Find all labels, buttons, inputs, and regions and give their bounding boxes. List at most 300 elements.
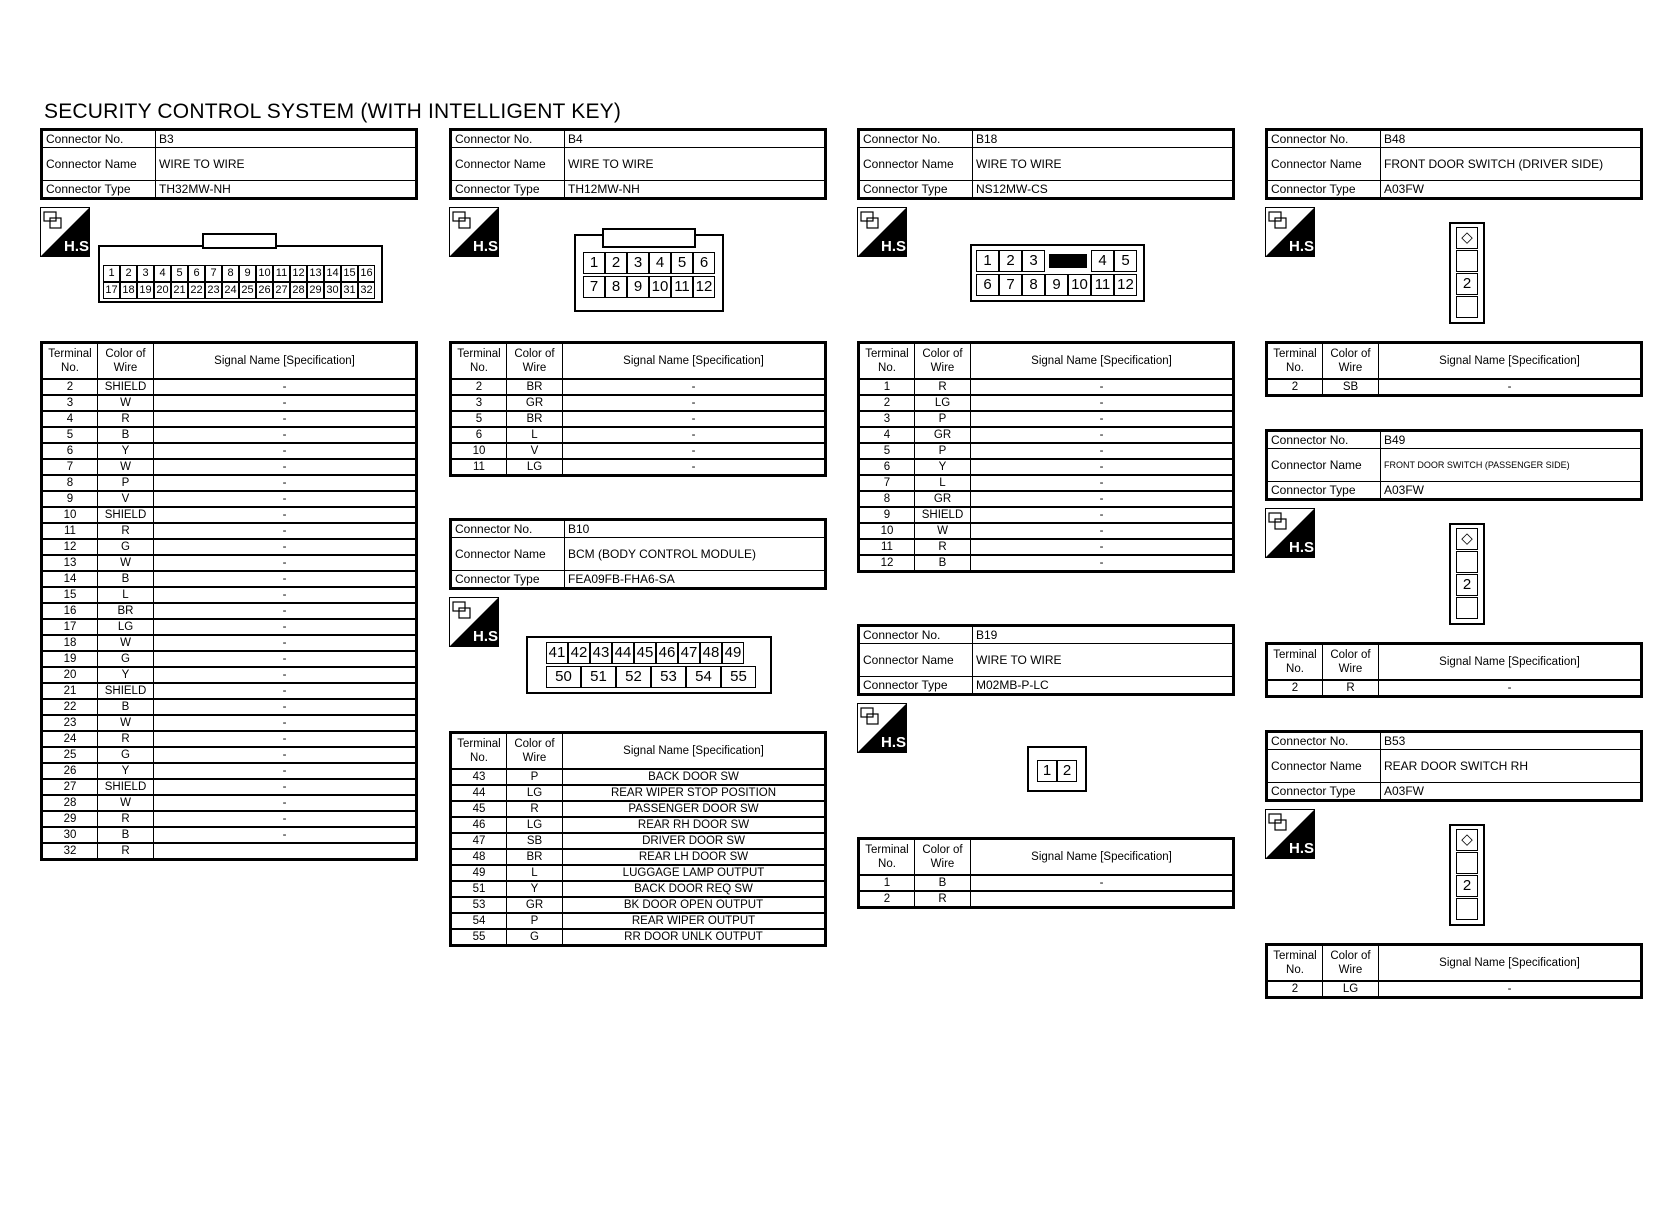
wire-color-cell: R bbox=[507, 801, 563, 817]
wire-color-cell: SHIELD bbox=[98, 779, 154, 795]
terminal-no-cell: 44 bbox=[451, 785, 507, 801]
terminal-no-cell: 3 bbox=[42, 395, 98, 411]
terminal-no-cell: 11 bbox=[451, 459, 507, 476]
connector-name-label: Connector Name bbox=[451, 148, 565, 181]
terminal-no-cell: 10 bbox=[451, 443, 507, 459]
wire-color-cell: R bbox=[915, 379, 971, 395]
pin-cell: 10 bbox=[256, 265, 273, 282]
terminal-no-cell: 47 bbox=[451, 833, 507, 849]
pin-cell bbox=[1456, 551, 1478, 573]
wire-color-cell: GR bbox=[915, 491, 971, 507]
pin-cell: 2 bbox=[120, 265, 137, 282]
signal-name-cell: - bbox=[154, 603, 417, 619]
pin-cell: 12 bbox=[290, 265, 307, 282]
signal-name-cell: REAR WIPER STOP POSITION bbox=[563, 785, 826, 801]
connector-header-b19 bbox=[857, 624, 1235, 696]
table-row bbox=[859, 475, 1234, 491]
table-row bbox=[42, 827, 417, 843]
pin-cell bbox=[1456, 597, 1478, 619]
pin-cell: 9 bbox=[1045, 274, 1068, 296]
terminal-no-cell: 14 bbox=[42, 571, 98, 587]
hs-label: H.S. bbox=[1289, 238, 1319, 255]
signal-name-cell: - bbox=[154, 683, 417, 699]
hs-label: H.S. bbox=[1289, 840, 1319, 857]
signal-name-cell: - bbox=[154, 635, 417, 651]
terminal-no-cell: 2 bbox=[42, 379, 98, 395]
connector-header-b49 bbox=[1265, 429, 1643, 501]
wire-color-cell: P bbox=[98, 475, 154, 491]
table-row bbox=[451, 929, 826, 946]
signal-name-cell: - bbox=[1379, 379, 1642, 396]
terminal-no-cell: 16 bbox=[42, 603, 98, 619]
table-row bbox=[42, 747, 417, 763]
pin-cell: 8 bbox=[605, 276, 627, 298]
signal-name-header: Signal Name [Specification] bbox=[971, 343, 1234, 380]
table-row bbox=[859, 379, 1234, 395]
wire-color-cell: P bbox=[915, 443, 971, 459]
table-row bbox=[451, 849, 826, 865]
signal-name-cell: BACK DOOR REQ SW bbox=[563, 881, 826, 897]
terminal-no-cell: 2 bbox=[1267, 680, 1323, 697]
signal-name-cell: - bbox=[154, 395, 417, 411]
table-row bbox=[859, 875, 1234, 891]
pin-cell: 23 bbox=[205, 282, 222, 299]
connector-name-value: WIRE TO WIRE bbox=[973, 148, 1234, 181]
connector-type-label: Connector Type bbox=[1267, 482, 1381, 500]
pin-cell: 6 bbox=[976, 274, 999, 296]
connector-type-value: FEA09FB-FHA6-SA bbox=[565, 571, 826, 589]
table-row bbox=[42, 843, 417, 860]
signal-name-header: Signal Name [Specification] bbox=[1379, 343, 1642, 380]
harness-side-icon bbox=[1265, 508, 1319, 558]
wire-color-cell: L bbox=[98, 587, 154, 603]
signal-name-cell: - bbox=[563, 459, 826, 476]
table-row bbox=[451, 865, 826, 881]
terminal-no-cell: 27 bbox=[42, 779, 98, 795]
color-of-wire-header: Color of Wire bbox=[1323, 644, 1379, 681]
terminal-no-cell: 53 bbox=[451, 897, 507, 913]
table-row bbox=[42, 779, 417, 795]
pin-cell: 2 bbox=[1456, 574, 1478, 596]
pin-cell: 32 bbox=[358, 282, 375, 299]
pin-cell: 26 bbox=[256, 282, 273, 299]
wire-color-cell: SHIELD bbox=[98, 507, 154, 523]
connector-type-label: Connector Type bbox=[1267, 181, 1381, 199]
connector-name-value: WIRE TO WIRE bbox=[156, 148, 417, 181]
pin-cell: 48 bbox=[700, 642, 722, 664]
color-of-wire-header: Color of Wire bbox=[915, 839, 971, 876]
terminal-no-header: Terminal No. bbox=[859, 839, 915, 876]
signal-name-cell: - bbox=[971, 475, 1234, 491]
terminal-no-cell: 2 bbox=[859, 395, 915, 411]
signal-name-cell: - bbox=[154, 667, 417, 683]
signal-name-cell: - bbox=[971, 459, 1234, 475]
harness-side-icon bbox=[40, 207, 94, 257]
wire-color-cell: R bbox=[98, 811, 154, 827]
signal-name-cell: - bbox=[154, 539, 417, 555]
connector-type-label: Connector Type bbox=[451, 571, 565, 589]
pin-cell: 27 bbox=[273, 282, 290, 299]
wire-color-cell: GR bbox=[507, 897, 563, 913]
wire-color-cell: Y bbox=[98, 667, 154, 683]
pin-cell: 3 bbox=[137, 265, 154, 282]
signal-name-cell: RR DOOR UNLK OUTPUT bbox=[563, 929, 826, 946]
pin-cell: 22 bbox=[188, 282, 205, 299]
connector-name-value: WIRE TO WIRE bbox=[565, 148, 826, 181]
pin-cell: 1 bbox=[1037, 760, 1057, 782]
signal-name-cell: BK DOOR OPEN OUTPUT bbox=[563, 897, 826, 913]
signal-name-cell: - bbox=[154, 587, 417, 603]
pin-cell: 43 bbox=[590, 642, 612, 664]
table-row bbox=[451, 395, 826, 411]
pin-cell: 54 bbox=[686, 666, 721, 688]
signal-name-cell: - bbox=[154, 379, 417, 395]
signal-name-cell: - bbox=[154, 523, 417, 539]
terminal-no-cell: 9 bbox=[859, 507, 915, 523]
pin-cell: 12 bbox=[1114, 274, 1137, 296]
connector-type-label: Connector Type bbox=[42, 181, 156, 199]
signal-name-cell: - bbox=[971, 443, 1234, 459]
terminal-no-cell: 2 bbox=[1267, 379, 1323, 396]
connector-no-label: Connector No. bbox=[1267, 130, 1381, 148]
table-row bbox=[859, 891, 1234, 908]
signal-name-cell: - bbox=[154, 427, 417, 443]
terminal-no-cell: 15 bbox=[42, 587, 98, 603]
connector-name-label: Connector Name bbox=[1267, 148, 1381, 181]
terminal-no-cell: 5 bbox=[859, 443, 915, 459]
pin-cell: 3 bbox=[627, 252, 649, 274]
wire-color-cell: W bbox=[98, 395, 154, 411]
signal-name-cell: - bbox=[154, 731, 417, 747]
table-row bbox=[42, 619, 417, 635]
signal-name-cell: - bbox=[154, 763, 417, 779]
pin-cell: 2 bbox=[605, 252, 627, 274]
wire-color-cell: B bbox=[915, 875, 971, 891]
terminal-no-header: Terminal No. bbox=[451, 343, 507, 380]
hs-label: H.S. bbox=[881, 238, 911, 255]
terminal-no-cell: 6 bbox=[451, 427, 507, 443]
table-row bbox=[42, 507, 417, 523]
table-row bbox=[42, 731, 417, 747]
table-row bbox=[42, 795, 417, 811]
connector-no-label: Connector No. bbox=[451, 520, 565, 538]
connector-type-label: Connector Type bbox=[1267, 783, 1381, 801]
wire-color-cell: W bbox=[98, 459, 154, 475]
terminal-no-header: Terminal No. bbox=[1267, 644, 1323, 681]
signal-name-cell: - bbox=[154, 475, 417, 491]
table-row bbox=[859, 395, 1234, 411]
terminal-no-cell: 12 bbox=[859, 555, 915, 572]
terminal-no-cell: 6 bbox=[859, 459, 915, 475]
terminal-no-cell: 6 bbox=[42, 443, 98, 459]
wire-color-cell: SHIELD bbox=[98, 379, 154, 395]
table-row bbox=[42, 395, 417, 411]
terminal-no-cell: 49 bbox=[451, 865, 507, 881]
wire-color-cell: LG bbox=[1323, 981, 1379, 998]
table-row bbox=[42, 459, 417, 475]
signal-name-header: Signal Name [Specification] bbox=[1379, 644, 1642, 681]
connector-type-label: Connector Type bbox=[451, 181, 565, 199]
pin-cell: 9 bbox=[239, 265, 256, 282]
wire-color-cell: SHIELD bbox=[98, 683, 154, 699]
color-of-wire-header: Color of Wire bbox=[507, 733, 563, 770]
terminal-no-cell: 23 bbox=[42, 715, 98, 731]
connector-no-value: B4 bbox=[565, 130, 826, 148]
connector-header-b18 bbox=[857, 128, 1235, 200]
connector-no-value: B3 bbox=[156, 130, 417, 148]
connector-type-value: A03FW bbox=[1381, 783, 1642, 801]
signal-name-cell: - bbox=[971, 491, 1234, 507]
wire-color-cell: R bbox=[915, 891, 971, 908]
connector-name-label: Connector Name bbox=[1267, 449, 1381, 482]
connector-name-value: WIRE TO WIRE bbox=[973, 644, 1234, 677]
table-row bbox=[42, 427, 417, 443]
hs-label: H.S. bbox=[881, 734, 911, 751]
color-of-wire-header: Color of Wire bbox=[1323, 945, 1379, 982]
connector-type-value: TH32MW-NH bbox=[156, 181, 417, 199]
wire-color-cell: LG bbox=[507, 459, 563, 476]
signal-name-cell: LUGGAGE LAMP OUTPUT bbox=[563, 865, 826, 881]
connector-no-label: Connector No. bbox=[859, 130, 973, 148]
wire-color-cell: B bbox=[98, 571, 154, 587]
wire-color-cell: P bbox=[915, 411, 971, 427]
pin-cell: 18 bbox=[120, 282, 137, 299]
pin-cell: 4 bbox=[649, 252, 671, 274]
pin-cell: 6 bbox=[188, 265, 205, 282]
terminal-no-header: Terminal No. bbox=[859, 343, 915, 380]
terminal-no-cell: 4 bbox=[859, 427, 915, 443]
table-row bbox=[451, 459, 826, 476]
connector-header-b48 bbox=[1265, 128, 1643, 200]
wire-color-cell: P bbox=[507, 769, 563, 785]
wire-color-cell: L bbox=[915, 475, 971, 491]
wire-color-cell: V bbox=[98, 491, 154, 507]
connector-no-label: Connector No. bbox=[42, 130, 156, 148]
terminal-no-cell: 22 bbox=[42, 699, 98, 715]
pin-cell bbox=[1456, 296, 1478, 318]
table-row bbox=[42, 571, 417, 587]
connector-name-label: Connector Name bbox=[451, 538, 565, 571]
wire-color-cell: LG bbox=[507, 817, 563, 833]
connector-header-b4 bbox=[449, 128, 827, 200]
wire-color-cell: SB bbox=[1323, 379, 1379, 396]
terminal-no-cell: 55 bbox=[451, 929, 507, 946]
page-title: SECURITY CONTROL SYSTEM (WITH INTELLIGENT KEY) bbox=[44, 100, 622, 123]
table-row bbox=[42, 683, 417, 699]
terminal-no-cell: 32 bbox=[42, 843, 98, 860]
signal-name-cell: - bbox=[563, 411, 826, 427]
table-row bbox=[451, 443, 826, 459]
wire-color-cell: R bbox=[915, 539, 971, 555]
harness-side-icon bbox=[857, 703, 911, 753]
table-row bbox=[1267, 981, 1642, 998]
wire-color-cell: BR bbox=[98, 603, 154, 619]
signal-name-cell: PASSENGER DOOR SW bbox=[563, 801, 826, 817]
wire-color-cell: B bbox=[98, 827, 154, 843]
connector-no-value: B18 bbox=[973, 130, 1234, 148]
wire-color-cell: L bbox=[507, 427, 563, 443]
wire-color-cell: BR bbox=[507, 411, 563, 427]
table-row bbox=[859, 555, 1234, 572]
hs-label: H.S. bbox=[64, 238, 94, 255]
key-block bbox=[1049, 254, 1087, 268]
signal-name-cell: - bbox=[154, 795, 417, 811]
table-row bbox=[42, 763, 417, 779]
wire-color-cell: W bbox=[98, 715, 154, 731]
wire-color-cell: R bbox=[98, 523, 154, 539]
signal-name-cell: - bbox=[563, 379, 826, 395]
wire-color-cell: GR bbox=[507, 395, 563, 411]
wire-color-cell: GR bbox=[915, 427, 971, 443]
terminal-no-cell: 5 bbox=[451, 411, 507, 427]
pin-cell: 47 bbox=[678, 642, 700, 664]
pin-cell: 2 bbox=[1456, 273, 1478, 295]
connector-no-label: Connector No. bbox=[859, 626, 973, 644]
signal-name-header: Signal Name [Specification] bbox=[563, 343, 826, 380]
wire-color-cell: Y bbox=[507, 881, 563, 897]
locking-tab bbox=[202, 233, 277, 249]
table-row bbox=[451, 427, 826, 443]
pin-cell: 29 bbox=[307, 282, 324, 299]
hs-label: H.S. bbox=[1289, 539, 1319, 556]
table-row bbox=[42, 699, 417, 715]
color-of-wire-header: Color of Wire bbox=[915, 343, 971, 380]
pin-cell: 45 bbox=[634, 642, 656, 664]
wire-color-cell: V bbox=[507, 443, 563, 459]
table-row bbox=[42, 475, 417, 491]
connector-type-value: A03FW bbox=[1381, 482, 1642, 500]
pin-cell: 10 bbox=[649, 276, 671, 298]
wire-color-cell: W bbox=[915, 523, 971, 539]
harness-side-icon bbox=[449, 597, 503, 647]
table-row bbox=[42, 379, 417, 395]
terminal-no-cell: 2 bbox=[451, 379, 507, 395]
pin-cell: 25 bbox=[239, 282, 256, 299]
terminal-no-cell: 5 bbox=[42, 427, 98, 443]
wire-color-cell: B bbox=[915, 555, 971, 572]
terminal-no-cell: 9 bbox=[42, 491, 98, 507]
pin-cell: 17 bbox=[103, 282, 120, 299]
table-row bbox=[451, 913, 826, 929]
table-row bbox=[859, 443, 1234, 459]
wire-color-cell: LG bbox=[507, 785, 563, 801]
pin-cell: 8 bbox=[222, 265, 239, 282]
signal-name-cell: - bbox=[154, 811, 417, 827]
connector-name-value: FRONT DOOR SWITCH (PASSENGER SIDE) bbox=[1381, 449, 1642, 482]
connector-name-value: FRONT DOOR SWITCH (DRIVER SIDE) bbox=[1381, 148, 1642, 181]
table-row bbox=[859, 523, 1234, 539]
harness-side-icon bbox=[449, 207, 503, 257]
table-row bbox=[451, 769, 826, 785]
key-diamond-icon: ◇ bbox=[1456, 528, 1478, 550]
terminal-no-cell: 54 bbox=[451, 913, 507, 929]
connector-type-label: Connector Type bbox=[859, 677, 973, 695]
table-row bbox=[451, 881, 826, 897]
connector-no-value: B49 bbox=[1381, 431, 1642, 449]
pin-cell bbox=[1456, 852, 1478, 874]
table-row bbox=[42, 667, 417, 683]
wire-color-cell: Y bbox=[915, 459, 971, 475]
terminal-no-header: Terminal No. bbox=[42, 343, 98, 380]
table-row bbox=[859, 507, 1234, 523]
terminal-no-cell: 8 bbox=[42, 475, 98, 491]
harness-side-icon bbox=[857, 207, 911, 257]
pin-cell: 16 bbox=[358, 265, 375, 282]
pin-cell: 4 bbox=[1091, 250, 1114, 272]
terminal-no-cell: 11 bbox=[859, 539, 915, 555]
hs-label: H.S. bbox=[473, 238, 503, 255]
signal-name-cell: - bbox=[971, 411, 1234, 427]
terminal-no-cell: 7 bbox=[42, 459, 98, 475]
connector-header-b3 bbox=[40, 128, 418, 200]
connector-header-b10 bbox=[449, 518, 827, 590]
terminal-no-cell: 51 bbox=[451, 881, 507, 897]
wire-color-cell: B bbox=[98, 427, 154, 443]
pin-cell: 52 bbox=[616, 666, 651, 688]
signal-name-cell bbox=[971, 891, 1234, 908]
terminal-no-cell: 18 bbox=[42, 635, 98, 651]
terminal-no-cell: 11 bbox=[42, 523, 98, 539]
wire-color-cell: SHIELD bbox=[915, 507, 971, 523]
terminal-no-cell: 2 bbox=[1267, 981, 1323, 998]
table-row bbox=[451, 817, 826, 833]
color-of-wire-header: Color of Wire bbox=[98, 343, 154, 380]
connector-name-label: Connector Name bbox=[1267, 750, 1381, 783]
signal-name-cell: - bbox=[154, 619, 417, 635]
pin-cell bbox=[1456, 250, 1478, 272]
pin-cell: 2 bbox=[1057, 760, 1077, 782]
terminal-no-cell: 3 bbox=[859, 411, 915, 427]
signal-name-cell: - bbox=[154, 747, 417, 763]
pin-cell: 28 bbox=[290, 282, 307, 299]
table-row bbox=[859, 491, 1234, 507]
signal-name-cell: REAR WIPER OUTPUT bbox=[563, 913, 826, 929]
signal-name-header: Signal Name [Specification] bbox=[563, 733, 826, 770]
wire-color-cell: R bbox=[98, 843, 154, 860]
table-row bbox=[42, 715, 417, 731]
pin-cell: 49 bbox=[722, 642, 744, 664]
pin-cell: 7 bbox=[205, 265, 222, 282]
table-row bbox=[42, 651, 417, 667]
terminal-no-cell: 45 bbox=[451, 801, 507, 817]
terminal-no-cell: 20 bbox=[42, 667, 98, 683]
terminal-no-cell: 30 bbox=[42, 827, 98, 843]
terminal-no-cell: 8 bbox=[859, 491, 915, 507]
pin-cell: 41 bbox=[546, 642, 568, 664]
pin-cell: 3 bbox=[1022, 250, 1045, 272]
signal-name-cell: - bbox=[563, 443, 826, 459]
pin-cell: 19 bbox=[137, 282, 154, 299]
table-row bbox=[859, 459, 1234, 475]
signal-name-cell: - bbox=[154, 779, 417, 795]
connector-type-label: Connector Type bbox=[859, 181, 973, 199]
pin-cell: 50 bbox=[546, 666, 581, 688]
terminal-no-cell: 19 bbox=[42, 651, 98, 667]
signal-name-header: Signal Name [Specification] bbox=[1379, 945, 1642, 982]
terminal-no-cell: 24 bbox=[42, 731, 98, 747]
terminal-no-header: Terminal No. bbox=[1267, 343, 1323, 380]
signal-name-cell: DRIVER DOOR SW bbox=[563, 833, 826, 849]
wire-color-cell: G bbox=[507, 929, 563, 946]
locking-tab bbox=[602, 228, 696, 248]
pin-cell: 4 bbox=[154, 265, 171, 282]
signal-name-cell: - bbox=[971, 523, 1234, 539]
terminal-no-cell: 29 bbox=[42, 811, 98, 827]
pin-cell: 1 bbox=[583, 252, 605, 274]
wire-color-cell: G bbox=[98, 747, 154, 763]
wire-color-cell: Y bbox=[98, 443, 154, 459]
terminal-no-cell: 13 bbox=[42, 555, 98, 571]
